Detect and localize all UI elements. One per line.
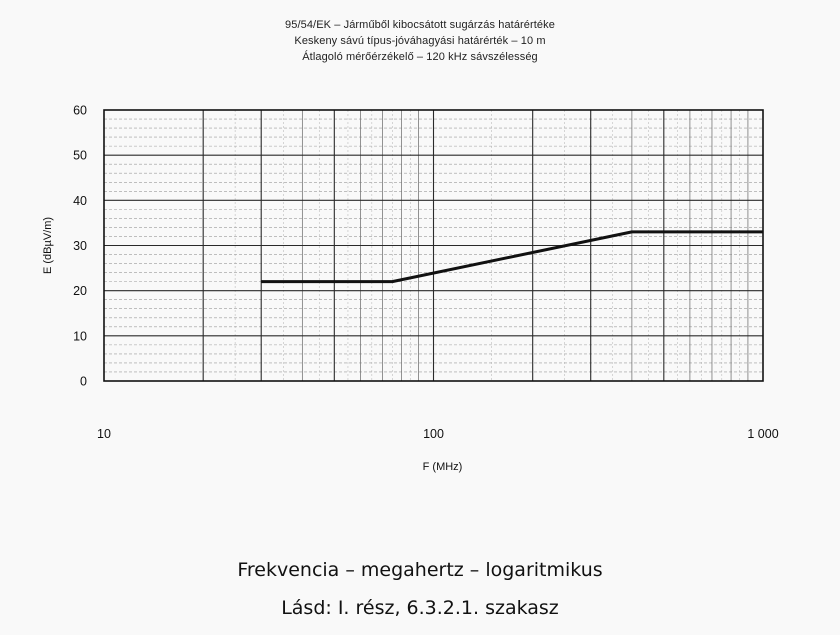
x-axis-label: F (MHz) xyxy=(422,461,463,473)
title-line: 95/54/EK – Járműből kibocsátott sugárzás határértéke xyxy=(285,19,555,31)
y-tick-labels xyxy=(73,104,87,389)
y-tick-label: 50 xyxy=(73,148,87,163)
x-tick-label: 10 xyxy=(97,427,111,441)
title-line: Átlagoló mérőérzékelő – 120 kHz sávszélesség xyxy=(302,51,538,63)
title-line: Keskeny sávú típus-jóváhagyási határérték – 10 m xyxy=(294,35,546,47)
caption-frequency: Frekvencia – megahertz – logaritmikus xyxy=(237,559,603,581)
x-tick-labels xyxy=(97,427,779,441)
major-grid xyxy=(104,110,763,381)
x-tick-label: 1 000 xyxy=(747,427,779,441)
y-tick-label: 30 xyxy=(73,239,87,253)
y-tick-label: 40 xyxy=(73,193,87,208)
y-tick-label: 10 xyxy=(73,329,87,344)
y-tick-label: 0 xyxy=(80,374,87,389)
y-tick-label: 60 xyxy=(73,103,87,118)
y-axis-label: E (dBµV/m) xyxy=(42,216,54,275)
y-tick-label: 20 xyxy=(73,284,87,299)
caption-reference: Lásd: I. rész, 6.3.2.1. szakasz xyxy=(281,597,559,619)
x-tick-label: 100 xyxy=(423,427,444,441)
limit-line xyxy=(261,232,763,282)
series-group xyxy=(261,232,763,282)
